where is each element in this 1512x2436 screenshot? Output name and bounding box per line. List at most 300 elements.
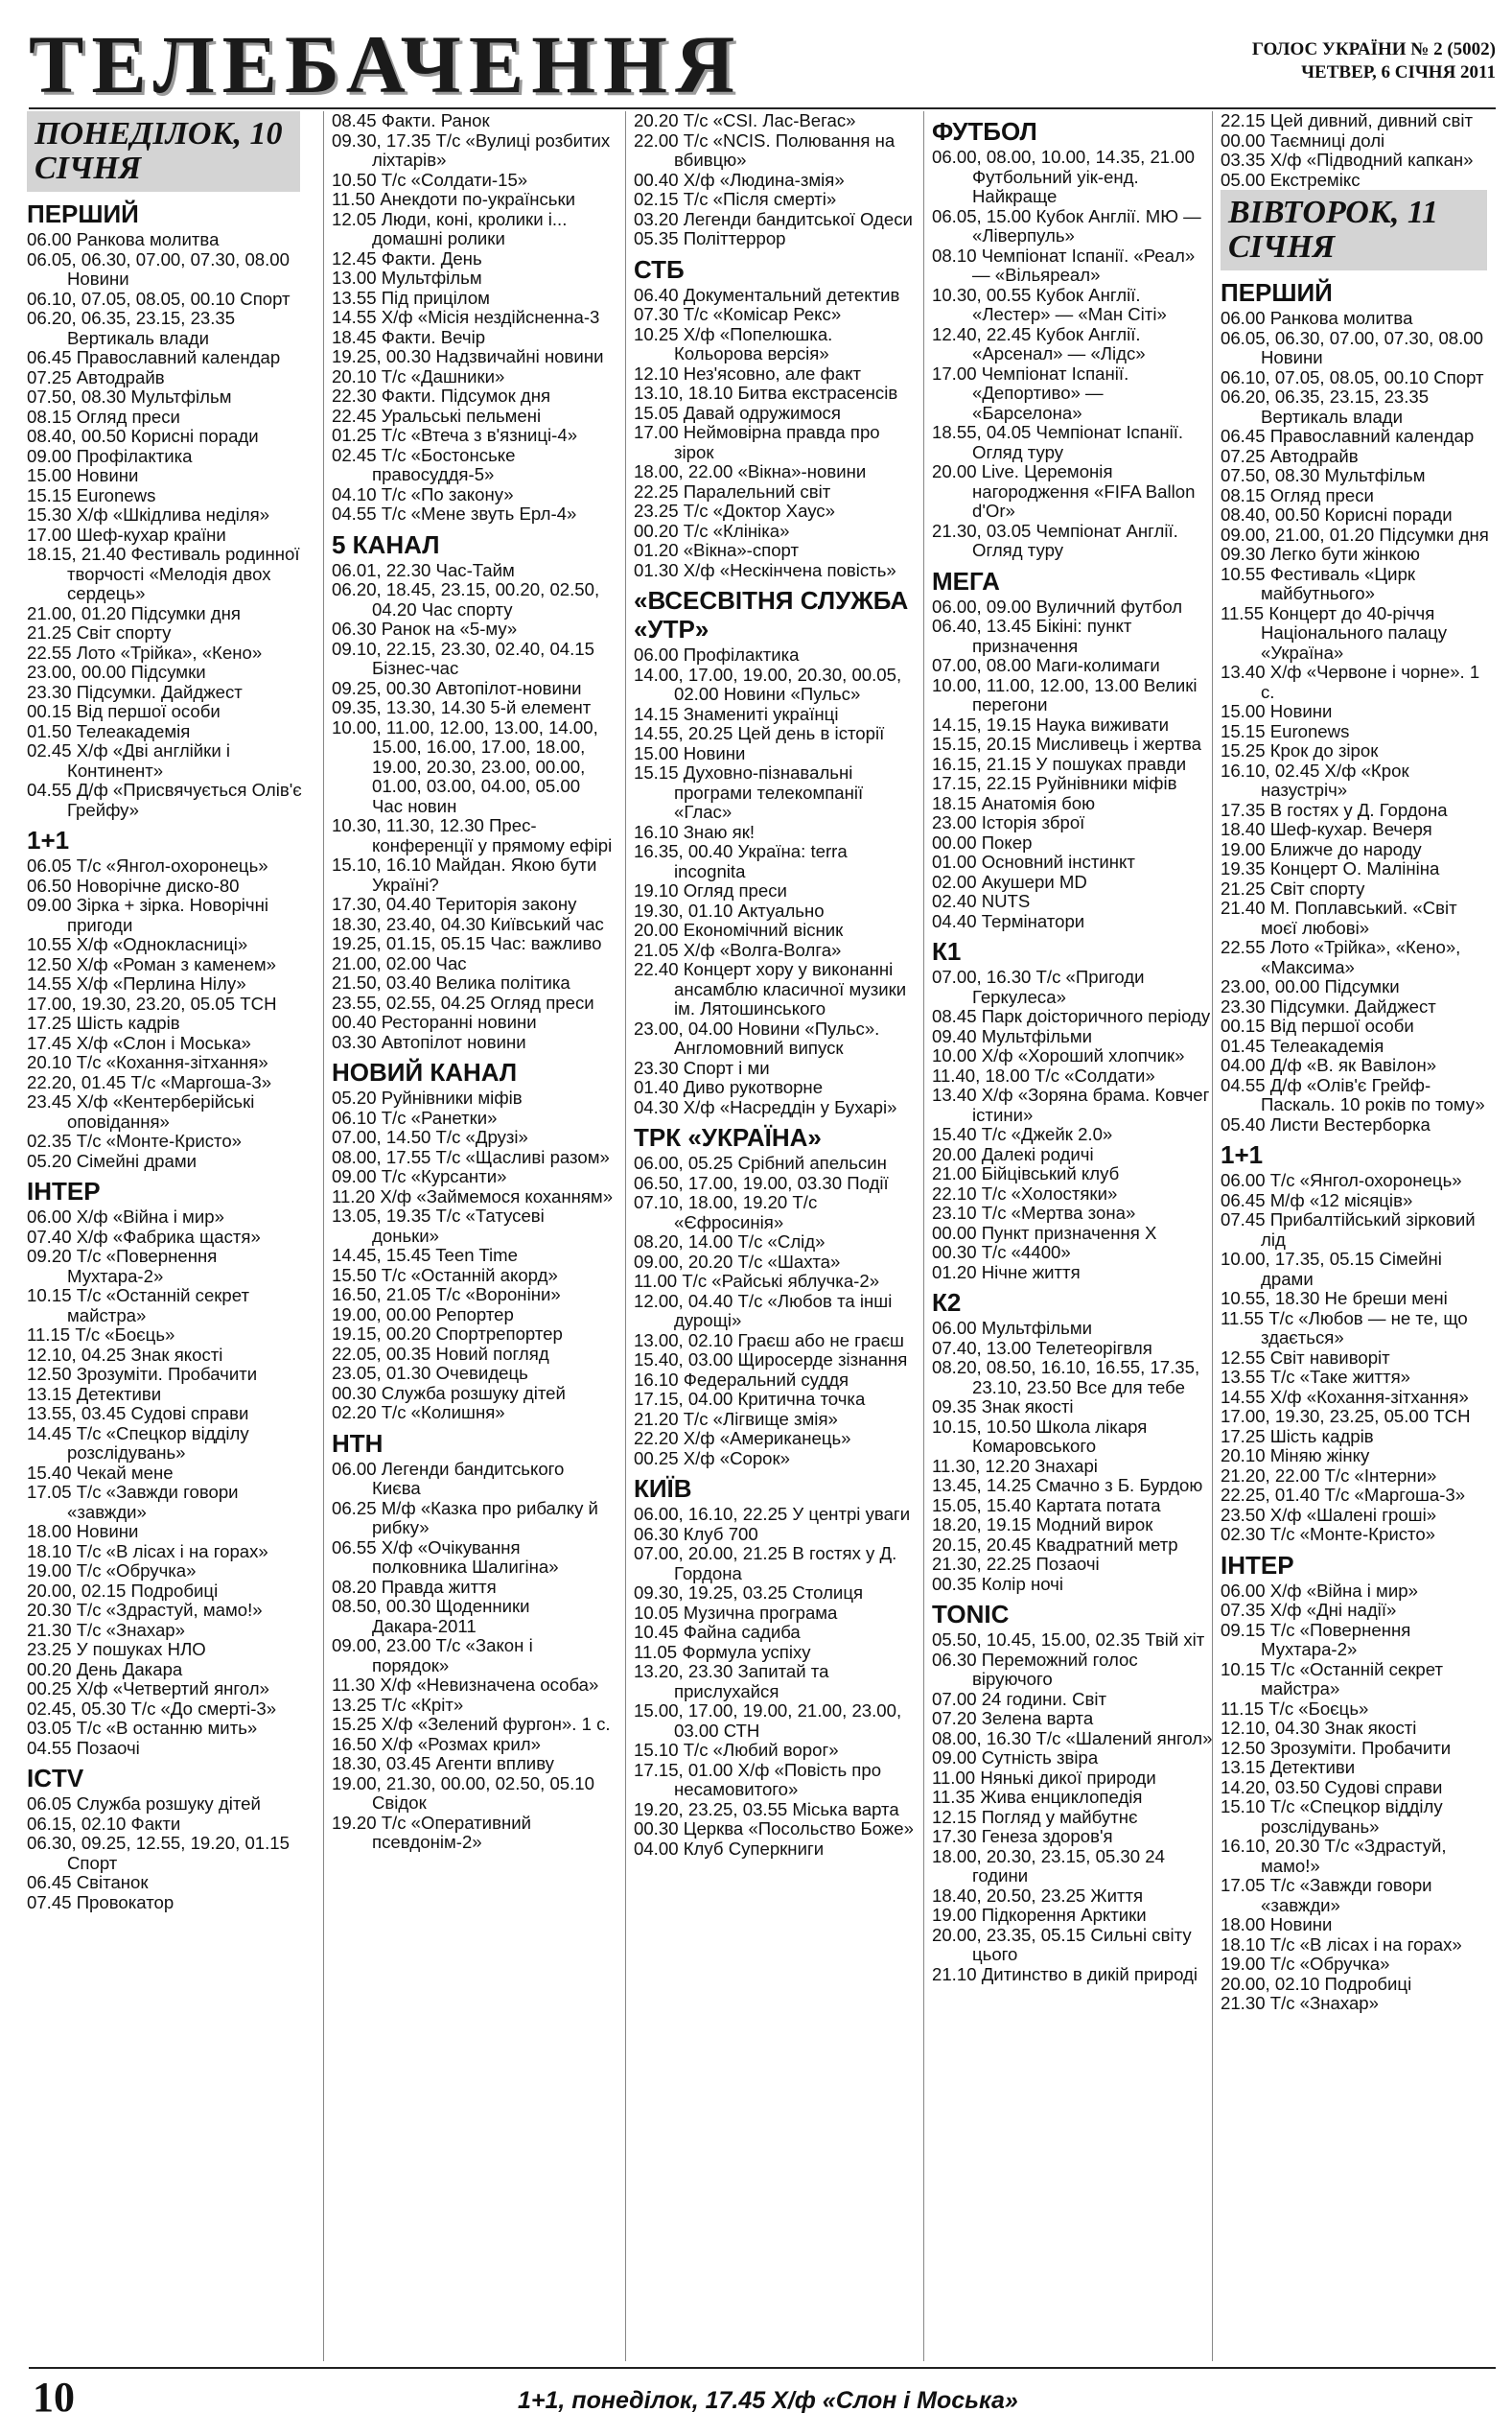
program-entry: 15.15 Духовно-пізнавальні програми телекомпанії «Глас»: [634, 762, 864, 822]
program-entry: 10.55 Х/ф «Однокласниці»: [27, 934, 248, 954]
program-entry: 18.55, 04.05 Чемпіонат Іспанії. Огляд туру: [932, 422, 1184, 462]
program-entry: 06.45 М/ф «12 місяців»: [1221, 1189, 1413, 1210]
program-entry: 11.00 Т/с «Райські яблучка-2»: [634, 1271, 880, 1291]
program-entry: 06.20, 06.35, 23.15, 23.35 Вертикаль влади: [1221, 386, 1430, 427]
program-entry: 00.20 День Дакара: [27, 1658, 183, 1679]
footer-rule: [29, 2367, 1496, 2369]
program-entry: 10.00 Х/ф «Хороший хлопчик»: [932, 1045, 1185, 1066]
program-entry: 11.15 Т/с «Боєць»: [1221, 1698, 1369, 1719]
program-entry: 09.35, 13.30, 14.30 5-й елемент: [332, 697, 592, 717]
program-entry: 13.45, 14.25 Смачно з Б. Бурдою: [932, 1475, 1203, 1495]
program-entry: 21.20, 22.00 Т/с «Інтерни»: [1221, 1464, 1437, 1486]
program-entry: 10.25 Х/ф «Попелюшка. Кольорова версія»: [634, 323, 833, 363]
program-entry: 02.35 Т/с «Монте-Кристо»: [27, 1131, 243, 1151]
program-entry: 22.00 Т/с «NCIS. Полювання на вбивцю»: [634, 129, 896, 170]
program-entry: 19.20 Т/с «Оперативний псевдонім-2»: [332, 1812, 531, 1852]
program-entry: 06.30, 09.25, 12.55, 19.20, 01.15 Спорт: [27, 1833, 290, 1873]
program-entry: 00.40 Х/ф «Людина-змія»: [634, 169, 845, 190]
program-entry: 07.40, 13.00 Телетеорігвля: [932, 1337, 1152, 1358]
program-entry: 06.00 Мультфільми: [932, 1318, 1093, 1338]
program-entry: 08.45 Парк доісторичного періоду: [932, 1006, 1211, 1026]
program-entry: 10.15 Т/с «Останній секрет майстра»: [1221, 1658, 1444, 1698]
program-entry: 05.35 Політтеррор: [634, 228, 786, 248]
program-entry: 23.30 Спорт і ми: [634, 1057, 770, 1078]
program-entry: 15.10, 16.10 Майдан. Якою бути Україні?: [332, 855, 597, 895]
program-entry: 01.50 Телеакадемія: [27, 720, 191, 741]
program-entry: 18.45 Факти. Вечір: [332, 326, 486, 347]
program-entry: 15.00 Новини: [1221, 701, 1333, 721]
program-entry: 18.00, 22.00 «Вікна»-новини: [634, 461, 867, 481]
program-entry: 22.25, 01.40 Т/с «Маргоша-3»: [1221, 1485, 1466, 1505]
program-entry: 13.15 Детективи: [1221, 1757, 1356, 1777]
program-entry: 01.40 Диво рукотворне: [634, 1077, 824, 1097]
program-entry: 23.25 У пошуках НЛО: [27, 1639, 206, 1659]
program-entry: 06.01, 22.30 Час-Тайм: [332, 559, 515, 580]
program-entry: 15.00, 17.00, 19.00, 21.00, 23.00, 03.00 СТН: [634, 1700, 902, 1741]
program-entry: 00.40 Ресторанні новини: [332, 1012, 537, 1032]
program-entry: 23.25 Т/с «Доктор Хаус»: [634, 501, 835, 521]
program-entry: 18.40, 20.50, 23.25 Життя: [932, 1885, 1144, 1906]
channel-heading: К1: [932, 937, 962, 966]
column-5: [1212, 111, 1497, 2361]
program-entry: 01.45 Телеакадемія: [1221, 1035, 1384, 1056]
program-entry: 12.10, 04.30 Знак якості: [1221, 1718, 1417, 1738]
program-entry: 18.40 Шеф-кухар. Вечеря: [1221, 819, 1432, 839]
program-entry: 12.00, 04.40 Т/с «Любов та інші дурощі»: [634, 1290, 893, 1330]
header-rule: [29, 107, 1496, 109]
program-entry: 06.50 Новорічне диско-80: [27, 875, 240, 896]
channel-heading: МЕГА: [932, 566, 1000, 596]
channel-heading: КИЇВ: [634, 1474, 692, 1503]
program-entry: 13.15 Детективи: [27, 1383, 162, 1404]
program-entry: 12.15 Погляд у майбутнє: [932, 1806, 1138, 1827]
program-entry: 12.45 Факти. День: [332, 247, 482, 269]
program-entry: 06.05 Служба розшуку дітей: [27, 1793, 261, 1814]
program-entry: 18.00 Новини: [1221, 1914, 1333, 1934]
program-entry: 04.55 Д/ф «Присвячується Олів'є Грейфу»: [27, 780, 302, 820]
program-entry: 05.50, 10.45, 15.00, 02.35 Твій хіт: [932, 1629, 1205, 1650]
program-entry: 23.55, 02.55, 04.25 Огляд преси: [332, 992, 594, 1013]
program-entry: 10.15 Т/с «Останній секрет майстра»: [27, 1285, 250, 1325]
program-entry: 09.30 Легко бути жінкою: [1221, 544, 1420, 564]
program-entry: 22.05, 00.35 Новий погляд: [332, 1343, 549, 1364]
program-entry: 22.40 Концерт хору у виконанні ансамблю класичної музики ім. Лятошинського: [634, 959, 907, 1019]
program-entry: 09.25, 00.30 Автопілот-новини: [332, 677, 582, 698]
program-entry: 07.10, 18.00, 19.20 Т/с «Єфросинія»: [634, 1192, 818, 1232]
program-entry: 06.00 Ранкова молитва: [1221, 308, 1413, 328]
program-entry: 19.25, 00.30 Надзвичайні новини: [332, 346, 604, 366]
program-entry: 07.20 Зелена варта: [932, 1708, 1094, 1728]
program-entry: 17.30 Генеза здоров'я: [932, 1826, 1113, 1846]
program-entry: 10.05 Музична програма: [634, 1602, 838, 1623]
program-entry: 09.00, 21.00, 01.20 Підсумки дня: [1221, 524, 1489, 545]
program-entry: 13.20, 23.30 Запитай та прислухайся: [634, 1661, 829, 1701]
program-entry: 07.00, 08.00 Маги-колимаги: [932, 655, 1160, 675]
program-entry: 09.40 Мультфільми: [932, 1025, 1093, 1046]
program-entry: 11.05 Формула успіху: [634, 1641, 811, 1662]
program-entry: 09.00 Профілактика: [27, 445, 193, 466]
program-entry: 06.00 Х/ф «Війна і мир»: [1221, 1580, 1418, 1601]
program-entry: 15.05 Давай одружимося: [634, 402, 841, 423]
masthead: [29, 18, 1496, 110]
program-entry: 08.50, 00.30 Щоденники Дакара-2011: [332, 1596, 530, 1636]
program-entry: 19.00 Т/с «Обручка»: [27, 1560, 197, 1581]
program-entry: 19.20, 23.25, 03.55 Міська варта: [634, 1798, 899, 1819]
program-entry: 21.30, 22.25 Позаочі: [932, 1554, 1100, 1574]
program-entry: 15.40 Чекай мене: [27, 1462, 174, 1483]
channel-heading: ПЕРШИЙ: [27, 199, 139, 228]
program-entry: 02.45 Х/ф «Дві англійки і Континент»: [27, 740, 231, 781]
program-entry: 02.00 Акушери MD: [932, 871, 1087, 892]
program-entry: 07.30 Т/с «Комісар Рекс»: [634, 304, 842, 324]
program-entry: 06.00 Легенди бандитського Києва: [332, 1458, 565, 1498]
program-entry: 06.00, 05.25 Срібний апельсин: [634, 1153, 887, 1173]
program-entry: 07.00 24 години. Світ: [932, 1688, 1107, 1709]
program-entry: 22.20 Х/ф «Американець»: [634, 1428, 851, 1448]
program-entry: 10.00, 11.00, 12.00, 13.00 Великі перегони: [932, 674, 1198, 714]
channel-heading: ТРК «УКРАЇНА»: [634, 1123, 822, 1152]
program-entry: 23.00 Історія зброї: [932, 812, 1085, 832]
program-entry: 00.35 Колір ночі: [932, 1573, 1063, 1594]
program-entry: 14.15 Знамениті українці: [634, 703, 839, 724]
program-entry: 06.30 Переможний голос віруючого: [932, 1649, 1138, 1689]
program-entry: 06.00 Профілактика: [634, 644, 800, 665]
program-entry: 01.25 Т/с «Втеча з в'язниці-4»: [332, 425, 578, 445]
program-entry: 09.00 Т/с «Курсанти»: [332, 1166, 507, 1186]
program-entry: 06.55 Х/ф «Очікування полковника Шалигіна»: [332, 1536, 559, 1577]
program-entry: 09.00, 20.20 Т/с «Шахта»: [634, 1251, 841, 1272]
program-entry: 12.50 Зрозуміти. Пробачити: [27, 1364, 258, 1384]
program-entry: 15.40, 03.00 Щиросерде зізнання: [634, 1349, 908, 1370]
program-entry: 21.30 Т/с «Знахар»: [27, 1619, 185, 1640]
program-entry: 07.25 Автодрайв: [1221, 445, 1359, 466]
program-entry: 17.15, 01.00 Х/ф «Повість про несамовитого»: [634, 1759, 882, 1799]
program-entry: 06.05, 06.30, 07.00, 07.30, 08.00 Новини: [27, 248, 290, 289]
program-entry: 21.00, 02.00 Час: [332, 952, 467, 973]
program-entry: 11.15 Т/с «Боєць»: [27, 1324, 175, 1345]
program-entry: 01.20 «Вікна»-спорт: [634, 540, 800, 560]
program-entry: 21.30 Т/с «Знахар»: [1221, 1993, 1379, 2013]
program-entry: 21.00, 01.20 Підсумки дня: [27, 602, 241, 623]
program-entry: 03.20 Легенди бандитської Одеси: [634, 208, 913, 229]
column-2: [323, 111, 615, 2361]
program-entry: 08.00, 17.55 Т/с «Щасливі разом»: [332, 1146, 610, 1167]
program-entry: 14.45 Т/с «Спецкор відділу розслідувань»: [27, 1422, 249, 1463]
program-entry: 10.55, 18.30 Не бреши мені: [1221, 1288, 1448, 1308]
channel-heading: ФУТБОЛ: [932, 117, 1037, 146]
program-entry: 06.10, 07.05, 08.05, 00.10 Спорт: [27, 288, 291, 309]
program-entry: 10.30, 00.55 Кубок Англії. «Лестер» — «Ман Сіті»: [932, 284, 1167, 324]
program-entry: 18.15 Анатомія бою: [932, 792, 1096, 813]
program-entry: 03.05 Т/с «В останню мить»: [27, 1718, 258, 1738]
program-entry: 00.15 Від першої особи: [27, 701, 221, 721]
program-entry: 20.00, 02.10 Подробиці: [1221, 1973, 1412, 1994]
program-entry: 12.10 Нез'ясовно, але факт: [634, 363, 862, 384]
program-entry: 10.00, 17.35, 05.15 Сімейні драми: [1221, 1249, 1442, 1289]
program-entry: 14.45, 15.45 Teen Time: [332, 1245, 518, 1265]
program-entry: 16.10, 02.45 Х/ф «Крок назустріч»: [1221, 760, 1409, 800]
program-entry: 00.20 Т/с «Клініка»: [634, 520, 790, 541]
program-entry: 09.00, 23.00 Т/с «Закон і порядок»: [332, 1635, 533, 1675]
program-entry: 10.30, 11.30, 12.30 Прес-конференції у прямому ефірі: [332, 815, 613, 855]
program-entry: 13.40 Х/ф «Зоряна брама. Ковчег істини»: [932, 1085, 1210, 1125]
program-entry: 00.00 Покер: [932, 832, 1033, 853]
program-entry: 06.15, 02.10 Факти: [27, 1813, 181, 1834]
program-entry: 08.15 Огляд преси: [27, 406, 180, 427]
program-entry: 19.30, 01.10 Актуально: [634, 900, 825, 921]
program-entry: 06.10, 07.05, 08.05, 00.10 Спорт: [1221, 366, 1484, 387]
program-entry: 06.45 Світанок: [27, 1872, 149, 1892]
program-entry: 20.00 Далекі родичі: [932, 1143, 1094, 1164]
program-entry: 08.00, 16.30 Т/с «Шалений янгол»: [932, 1727, 1213, 1748]
program-entry: 09.35 Знак якості: [932, 1396, 1074, 1417]
program-entry: 01.00 Основний інстинкт: [932, 852, 1135, 872]
program-entry: 12.55 Світ навиворіт: [1221, 1347, 1390, 1368]
program-entry: 15.10 Т/с «Спецкор відділу розслідувань»: [1221, 1796, 1443, 1837]
channel-heading: ІНТЕР: [1221, 1550, 1294, 1580]
program-entry: 10.55 Фестиваль «Цирк майбутнього»: [1221, 563, 1416, 603]
program-entry: 22.10 Т/с «Холостяки»: [932, 1183, 1118, 1204]
program-entry: 07.00, 14.50 Т/с «Друзі»: [332, 1127, 528, 1147]
program-entry: 00.00 Пункт призначення Х: [932, 1222, 1157, 1243]
program-entry: 18.30, 23.40, 04.30 Київський час: [332, 913, 604, 934]
program-entry: 09.10, 22.15, 23.30, 02.40, 04.15 Бізнес-час: [332, 638, 594, 678]
program-entry: 01.30 Х/ф «Нескінчена повість»: [634, 559, 896, 580]
program-entry: 04.30 Х/ф «Насреддін у Бухарі»: [634, 1096, 897, 1117]
program-entry: 02.45 Т/с «Бостонське правосуддя-5»: [332, 444, 516, 484]
program-entry: 23.50 Х/ф «Шалені гроші»: [1221, 1504, 1437, 1525]
channel-heading: К2: [932, 1288, 962, 1317]
program-entry: 16.35, 00.40 Україна: terra incognita: [634, 841, 848, 881]
program-entry: 21.25 Світ спорту: [1221, 878, 1365, 899]
program-entry: 21.25 Світ спорту: [27, 622, 172, 643]
program-entry: 14.55, 20.25 Цей день в історії: [634, 723, 885, 743]
program-entry: 08.20, 14.00 Т/с «Слід»: [634, 1231, 826, 1252]
program-entry: 18.00, 20.30, 23.15, 05.30 24 години: [932, 1845, 1165, 1886]
program-entry: 05.20 Сімейні драми: [27, 1150, 198, 1171]
program-entry: 14.00, 17.00, 19.00, 20.30, 00.05, 02.00 Новини «Пульс»: [634, 664, 902, 704]
program-entry: 19.00 Т/с «Обручка»: [1221, 1954, 1390, 1974]
program-entry: 08.45 Факти. Ранок: [332, 111, 490, 130]
program-entry: 15.30 Х/ф «Шкідлива неділя»: [27, 504, 270, 525]
issue-date: ЧЕТВЕР, 6 СІЧНЯ 2011: [1301, 62, 1496, 82]
program-entry: 16.10 Знаю як!: [634, 821, 756, 842]
program-entry: 18.10 Т/с «В лісах і на горах»: [1221, 1933, 1462, 1955]
program-entry: 21.50, 03.40 Велика політика: [332, 972, 570, 993]
program-entry: 16.50 Х/ф «Розмах крил»: [332, 1733, 541, 1754]
program-entry: 20.30 Т/с «Здрастуй, мамо!»: [27, 1600, 263, 1620]
program-entry: 02.15 Т/с «Після смерті»: [634, 189, 837, 209]
program-entry: 12.40, 22.45 Кубок Англії. «Арсенал» — «Лідс»: [932, 323, 1146, 363]
program-entry: 11.00 Нянькі дикої природи: [932, 1767, 1156, 1788]
program-entry: 11.30 Х/ф «Невизначена особа»: [332, 1675, 599, 1695]
program-entry: 17.25 Шість кадрів: [27, 1013, 180, 1033]
program-entry: 13.55, 03.45 Судові справи: [27, 1403, 249, 1423]
program-entry: 11.50 Анекдоти по-українськи: [332, 189, 575, 209]
channel-heading: СТБ: [634, 254, 685, 284]
program-entry: 12.50 Х/ф «Роман з каменем»: [27, 953, 276, 974]
channel-heading: НОВИЙ КАНАЛ: [332, 1058, 518, 1087]
program-entry: 21.40 М. Поплавський. «Світ моєї любові»: [1221, 898, 1457, 938]
program-entry: 07.50, 08.30 Мультфільм: [27, 386, 232, 407]
program-entry: 00.00 Таємниці долі: [1221, 129, 1385, 151]
program-entry: 17.25 Шість кадрів: [1221, 1425, 1374, 1446]
program-entry: 21.20 Т/с «Лігвище змія»: [634, 1408, 838, 1429]
program-entry: 13.55 Т/с «Таке життя»: [1221, 1367, 1411, 1387]
program-entry: 05.20 Руйнівники міфів: [332, 1088, 523, 1108]
program-entry: 16.10 Федеральний суддя: [634, 1369, 849, 1390]
channel-heading: ICTV: [27, 1764, 84, 1792]
program-entry: 14.55 Х/ф «Перлина Нілу»: [27, 973, 246, 994]
program-entry: 11.20 Х/ф «Займемося коханням»: [332, 1185, 614, 1206]
program-entry: 15.15, 20.15 Мисливець і жертва: [932, 734, 1202, 754]
program-entry: 18.30, 03.45 Агенти впливу: [332, 1753, 554, 1773]
program-entry: 23.00, 00.00 Підсумки: [1221, 976, 1400, 996]
program-entry: 12.50 Зрозуміти. Пробачити: [1221, 1737, 1452, 1758]
program-entry: 08.20 Правда життя: [332, 1576, 497, 1597]
program-entry: 07.00, 16.30 Т/с «Пригоди Геркулеса»: [932, 967, 1145, 1007]
program-entry: 20.10 Т/с «Дашники»: [332, 365, 505, 386]
program-entry: 13.00 Мультфільм: [332, 268, 482, 288]
program-entry: 16.10, 20.30 Т/с «Здрастуй, мамо!»: [1221, 1836, 1447, 1876]
program-entry: 17.35 В гостях у Д. Гордона: [1221, 799, 1448, 820]
issue-info: [1252, 38, 1496, 84]
program-entry: 06.00 Х/ф «Війна і мир»: [27, 1206, 224, 1227]
program-entry: 21.30, 03.05 Чемпіонат Англії. Огляд туру: [932, 520, 1178, 560]
program-entry: 15.50 Т/с «Останній акорд»: [332, 1264, 558, 1285]
program-entry: 14.55 Х/ф «Кохання-зітхання»: [1221, 1386, 1469, 1407]
program-entry: 15.00 Новини: [634, 742, 746, 763]
program-entry: 23.30 Підсумки. Дайджест: [27, 681, 243, 702]
program-entry: 23.00, 04.00 Новини «Пульс». Англомовний випуск: [634, 1018, 880, 1058]
program-entry: 07.25 Автодрайв: [27, 366, 165, 387]
program-entry: 07.45 Провокатор: [27, 1891, 174, 1912]
channel-heading: «ВСЕСВІТНЯ СЛУЖБА «УТР»: [634, 586, 909, 644]
program-entry: 15.05, 15.40 Картата потата: [932, 1494, 1161, 1515]
program-entry: 06.20, 18.45, 23.15, 00.20, 02.50, 04.20 Час спорту: [332, 579, 600, 620]
program-entry: 18.00 Новини: [27, 1521, 139, 1541]
program-entry: 02.30 Т/с «Монте-Кристо»: [1221, 1524, 1436, 1544]
channel-heading: 5 КАНАЛ: [332, 529, 440, 559]
program-entry: 20.00 Економічний вісник: [634, 920, 844, 940]
program-entry: 00.15 Від першої особи: [1221, 1016, 1414, 1036]
program-entry: 15.40 Т/с «Джейк 2.0»: [932, 1124, 1113, 1144]
program-entry: 17.15, 22.15 Руйнівники міфів: [932, 773, 1177, 793]
program-entry: 15.15 Euronews: [1221, 720, 1350, 741]
program-entry: 12.10, 04.25 Знак якості: [27, 1344, 223, 1365]
program-entry: 19.15, 00.20 Спортрепортер: [332, 1323, 563, 1344]
program-entry: 15.00 Новини: [27, 465, 139, 485]
program-entry: 14.20, 03.50 Судові справи: [1221, 1776, 1443, 1797]
channel-heading: 1+1: [27, 826, 70, 855]
section-title: ТЕЛЕБАЧЕННЯ: [29, 18, 743, 110]
program-entry: 13.05, 19.35 Т/с «Татусеві доньки»: [332, 1206, 545, 1246]
program-entry: 06.05, 15.00 Кубок Англії. МЮ — «Ліверпуль»: [932, 205, 1201, 246]
program-entry: 21.10 Дитинство в дикій природі: [932, 1963, 1198, 1984]
program-entry: 20.15, 20.45 Квадратний метр: [932, 1534, 1178, 1555]
program-entry: 03.30 Автопілот новини: [332, 1031, 526, 1052]
program-entry: 06.40 Документальний детектив: [634, 284, 900, 305]
program-entry: 19.35 Концерт О. Малініна: [1221, 858, 1440, 878]
program-entry: 00.25 Х/ф «Сорок»: [634, 1447, 790, 1468]
program-entry: 11.35 Жива енциклопедія: [932, 1787, 1143, 1807]
program-entry: 00.25 Х/ф «Четвертий янгол»: [27, 1678, 269, 1698]
program-entry: 04.00 Д/ф «В. як Вавілон»: [1221, 1055, 1437, 1075]
program-entry: 01.20 Нічне життя: [932, 1261, 1081, 1282]
channel-heading: ІНТЕР: [27, 1177, 101, 1206]
program-entry: 11.30, 12.20 Знахарі: [932, 1455, 1098, 1476]
program-entry: 06.30 Ранок на «5-му»: [332, 619, 518, 639]
program-entry: 19.00, 00.00 Репортер: [332, 1303, 514, 1324]
program-entry: 06.10 Т/с «Ранетки»: [332, 1107, 498, 1128]
program-entry: 09.30, 19.25, 03.25 Столиця: [634, 1582, 864, 1603]
day-heading: ПОНЕДІЛОК, 10 СІЧНЯ: [27, 111, 300, 192]
program-entry: 22.55 Лото «Трійка», «Кено», «Максима»: [1221, 937, 1461, 977]
program-entry: 10.00, 11.00, 12.00, 13.00, 14.00, 15.00, 16.00, 17.00, 18.00, 19.00, 20.30, 23.00, 00.00, 01.00, 03.00, 04.00, 05.00 Час новин: [332, 716, 598, 816]
footer-promo: 1+1, понеділок, 17.45 Х/ф «Слон і Моська»: [518, 2387, 1018, 2414]
program-entry: 04.55 Позаочі: [27, 1737, 140, 1758]
program-entry: 13.00, 02.10 Граєш або не граєш: [634, 1329, 904, 1350]
program-entry: 19.10 Огляд преси: [634, 880, 787, 901]
program-entry: 06.00, 16.10, 22.25 У центрі уваги: [634, 1504, 911, 1524]
program-entry: 17.45 Х/ф «Слон і Моська»: [27, 1032, 251, 1053]
page-number: 10: [33, 2374, 75, 2421]
program-entry: 20.20 Т/с «CSI. Лас-Вегас»: [634, 111, 856, 130]
program-entry: 06.20, 06.35, 23.15, 23.35 Вертикаль влади: [27, 308, 236, 348]
program-entry: 14.15, 19.15 Наука виживати: [932, 714, 1170, 735]
program-entry: 12.05 Люди, коні, кролики і... домашні ролики: [332, 208, 568, 248]
program-entry: 22.15 Цей дивний, дивний світ: [1221, 111, 1473, 130]
program-entry: 15.25 Х/ф «Зелений фургон». 1 с.: [332, 1714, 611, 1734]
program-entry: 04.40 Термінатори: [932, 910, 1085, 931]
channel-heading: ПЕРШИЙ: [1221, 278, 1333, 307]
program-entry: 07.00, 20.00, 21.25 В гостях у Д. Гордона: [634, 1543, 897, 1583]
program-entry: 10.50 Т/с «Солдати-15»: [332, 169, 528, 190]
program-entry: 15.15 Euronews: [27, 484, 156, 505]
program-entry: 06.05 Т/с «Янгол-охоронець»: [27, 855, 268, 876]
program-entry: 07.35 Х/ф «Дні надії»: [1221, 1600, 1397, 1620]
column-4: [923, 111, 1215, 2361]
program-entry: 04.55 Т/с «Мене звуть Ерл-4»: [332, 504, 577, 524]
program-entry: 17.05 Т/с «Завжди говори «завжди»: [1221, 1875, 1432, 1915]
program-entry: 19.25, 01.15, 05.15 Час: важливо: [332, 933, 602, 953]
program-entry: 02.40 NUTS: [932, 891, 1031, 911]
program-entry: 13.55 Під прицілом: [332, 287, 490, 308]
program-entry: 20.00, 02.15 Подробиці: [27, 1580, 219, 1601]
program-entry: 06.25 М/ф «Казка про рибалку й рибку»: [332, 1497, 598, 1537]
program-entry: 10.45 Файна садиба: [634, 1622, 801, 1642]
schedule-columns: [27, 111, 1496, 2361]
program-entry: 23.00, 00.00 Підсумки: [27, 662, 206, 682]
program-entry: 07.45 Прибалтійський зірковий лід: [1221, 1209, 1476, 1250]
program-entry: 20.00, 23.35, 05.15 Сильні світу цього: [932, 1924, 1192, 1964]
program-entry: 21.00 Бійцівський клуб: [932, 1163, 1120, 1183]
program-entry: 17.30, 04.40 Територія закону: [332, 894, 577, 914]
program-entry: 18.10 Т/с «В лісах і на горах»: [27, 1540, 268, 1561]
program-entry: 22.30 Факти. Підсумок дня: [332, 386, 551, 406]
program-entry: 06.45 Православний календар: [27, 347, 281, 367]
program-entry: 16.50, 21.05 Т/с «Вороніни»: [332, 1284, 561, 1304]
program-entry: 02.20 Т/с «Колишня»: [332, 1402, 505, 1422]
program-entry: 17.15, 04.00 Критична точка: [634, 1389, 866, 1409]
program-entry: 21.05 Х/ф «Волга-Волга»: [634, 939, 842, 960]
program-entry: 08.15 Огляд преси: [1221, 484, 1374, 505]
program-entry: 23.45 Х/ф «Кентерберійські оповідання»: [27, 1091, 255, 1132]
program-entry: 13.40 Х/ф «Червоне і чорне». 1 с.: [1221, 662, 1480, 702]
program-entry: 15.10 Т/с «Любий ворог»: [634, 1740, 839, 1760]
program-entry: 06.40, 13.45 Бікіні: пункт призначення: [932, 616, 1132, 656]
program-entry: 17.00 Шеф-кухар країни: [27, 524, 226, 545]
